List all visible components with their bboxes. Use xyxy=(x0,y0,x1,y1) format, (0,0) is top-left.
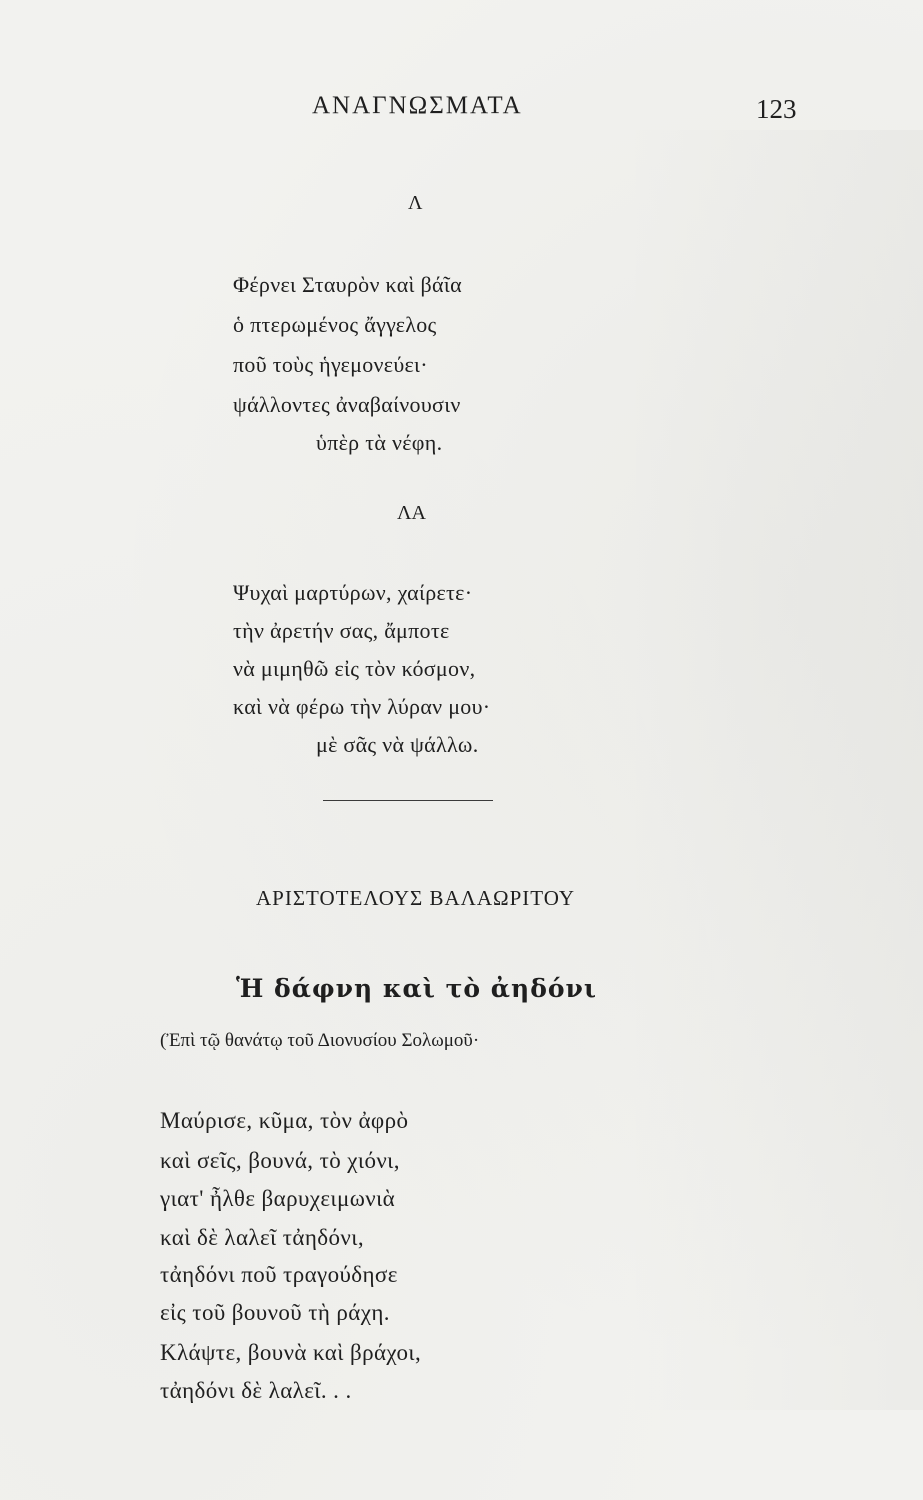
poem-line: καὶ δὲ λαλεῖ τἀηδόνι, xyxy=(160,1225,364,1250)
poem-line: γιατ' ἦλθε βαρυχειμωνιὰ xyxy=(160,1186,396,1211)
poem-line: εἰς τοῦ βουνοῦ τὴ ράχη. xyxy=(160,1300,390,1325)
verse-line: καὶ νὰ φέρω τὴν λύραν μου· xyxy=(233,694,491,719)
poem-title: Ἡ δάφνη καὶ τὸ ἀηδόνι xyxy=(236,974,598,1003)
verse-line: Φέρνει Σταυρὸν καὶ βάῖα xyxy=(233,272,462,297)
verse-line: ὁ πτερωμένος ἄγγελος xyxy=(233,312,437,337)
verse-line: ψάλλοντες ἀναβαίνουσιν xyxy=(233,392,461,417)
show-through-shading xyxy=(623,130,923,1410)
author-heading: ΑΡΙΣΤΟΤΕΛΟΥΣ ΒΑΛΑΩΡΙΤΟΥ xyxy=(256,886,576,910)
poem-line: Κλάψτε, βουνὰ καὶ βράχοι, xyxy=(160,1340,422,1365)
poem-dedication: (Ἐπὶ τῷ θανάτῳ τοῦ Διονυσίου Σολωμοῦ· xyxy=(160,1030,480,1051)
poem-line: τἀηδόνι δὲ λαλεῖ. . . xyxy=(160,1378,352,1403)
verse-line-indented: ὑπὲρ τὰ νέφη. xyxy=(316,430,443,455)
verse-line: τὴν ἀρετήν σας, ἄμποτε xyxy=(233,618,450,643)
section-numeral-30: Λ xyxy=(408,192,423,214)
poem-line: τἀηδόνι ποῦ τραγούδησε xyxy=(160,1262,398,1287)
verse-line: ποῦ τοὺς ἡγεμονεύει· xyxy=(233,352,428,377)
page-number: 123 xyxy=(756,94,797,124)
section-divider-rule xyxy=(323,800,493,801)
poem-line: καὶ σεῖς, βουνά, τὸ χιόνι, xyxy=(160,1148,400,1173)
verse-line: νὰ μιμηθῶ εἰς τὸν κόσμον, xyxy=(233,656,476,681)
running-title: ΑΝΑΓΝΩΣΜΑΤΑ xyxy=(312,92,523,119)
section-numeral-31: ΛΑ xyxy=(397,502,426,524)
poem-line: Μαύρισε, κῦμα, τὸν ἀφρὸ xyxy=(160,1108,409,1133)
verse-line: Ψυχαὶ μαρτύρων, χαίρετε· xyxy=(233,580,473,605)
verse-line-indented: μὲ σᾶς νὰ ψάλλω. xyxy=(316,732,479,757)
